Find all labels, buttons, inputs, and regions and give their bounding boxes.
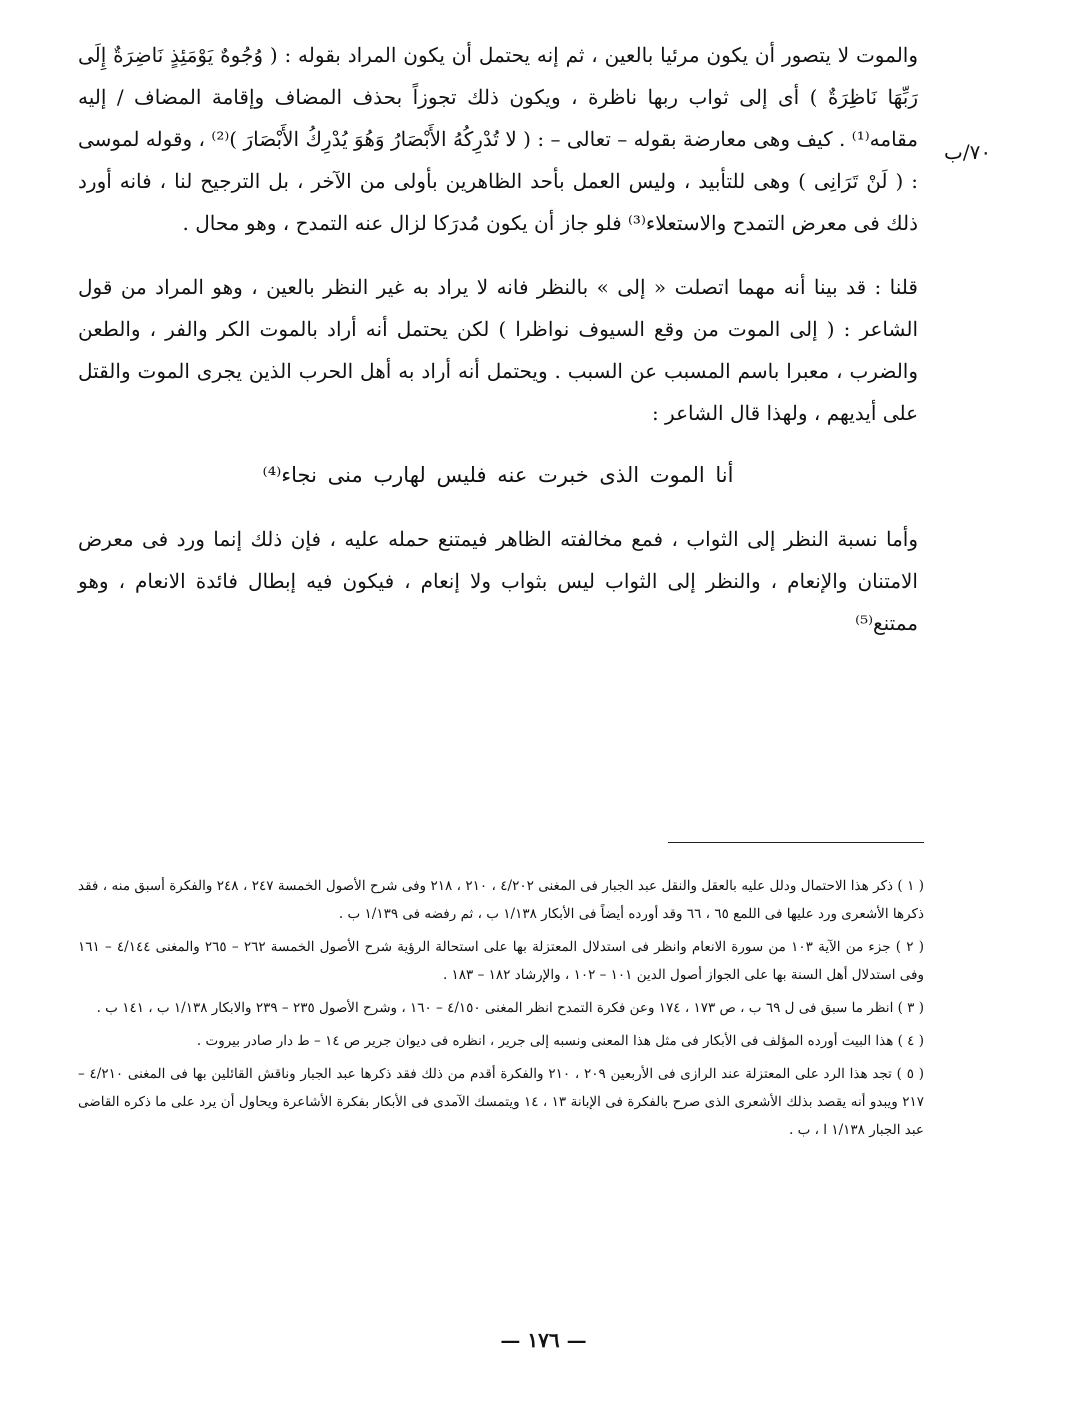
paragraph-2: قلنا : قد بينا أنه مهما اتصلت « إلى » بالنظر فانه لا يراد به غير النظر بالعين ، وهو المراد من قول الشاعر : ( إلى الموت من وقع السيوف نواظرا ) لكن يحتمل أنه أراد بالموت الكر والفر ، والطعن والضرب ، معبرا باسم المسبب عن السبب . ويحتمل أنه أراد به أهل الحرب الذين يجرى الموت والقتل على أيديهم ، ولهذا قال الشاعر : (78, 275, 918, 425)
main-text (78, 34, 918, 644)
footnote-5: ( ٥ ) تجد هذا الرد على المعتزلة عند الرازى فى الأربعين ٢٠٩ ، ٢١٠ والفكرة أقدم من ذلك فقد ذكرها عبد الجبار وناقش القائلين بها فى المغنى ٤/٢١٠ – ٢١٧ ويبدو أنه يقصد بذلك الأشعرى الذى صرح بالفكرة فى الإبانة ١٣ ، ١٤ ويتمسك الآمدى فى الأبكار بفكرة الأشاعرة ويحاول أن يرد على ما ذكره القاضى عبد الجبار ١/١٣٨ ا ، ب . (78, 1066, 924, 1138)
folio-margin-note: ٧٠/ب (944, 140, 992, 164)
footnotes (78, 872, 924, 1149)
footnote-4: ( ٤ ) هذا البيت أورده المؤلف فى الأبكار فى مثل هذا المعنى ونسبه إلى جرير ، انظره فى ديوان جرير ص ١٤ – ط دار صادر بيروت . (196, 1033, 924, 1049)
footnote-3: ( ٣ ) انظر ما سبق فى ل ٦٩ ب ، ص ١٧٣ ، ١٧٤ وعن فكرة التمدح انظر المغنى ٤/١٥٠ – ١٦٠ ، وشرح الأصول ٢٣٥ – ٢٣٩ والابكار ١/١٣٨ ب ، ١٤١ ب . (96, 1000, 924, 1016)
paragraph-3: وأما نسبة النظر إلى الثواب ، فمع مخالفته الظاهر فيمتنع حمله عليه ، فإن ذلك إنما ورد فى معرض الامتنان والإنعام ، والنظر إلى الثواب ليس بثواب ولا إنعام ، فيكون فيه إبطال فائدة الانعام ، وهو ممتنع⁽⁵⁾ (78, 527, 918, 635)
paragraph-1: والموت لا يتصور أن يكون مرئيا بالعين ، ثم إنه يحتمل أن يكون المراد بقوله : ( وُجُوهٌ يَوْمَئِذٍ نَاضِرَةٌ إِلَى رَبِّهَا نَاظِرَةٌ ) أى إلى ثواب ربها ناظرة ، ويكون ذلك تجوزاً بحذف المضاف وإقامة المضاف / إليه مقامه⁽¹⁾ . كيف وهى معارضة بقوله – تعالى – : ( لا تُدْرِكُهُ الأَبْصَارُ وَهُوَ يُدْرِكُ الأَبْصَارَ )⁽²⁾ ، وقوله لموسى : ( لَنْ تَرَانِى ) وهى للتأبيد ، وليس العمل بأحد الظاهرين بأولى من الآخر ، بل الترجيح لنا ، فانه أورد ذلك فى معرض التمدح والاستعلاء⁽³⁾ فلو جاز أن يكون مُدرَكا لزال عنه التمدح ، وهو محال . (78, 43, 918, 235)
verse-line: أنا الموت الذى خبرت عنه فليس لهارب منى نجاء⁽⁴⁾ (262, 463, 734, 487)
footnote-divider (668, 842, 924, 843)
footnote-2: ( ٢ ) جزء من الآية ١٠٣ من سورة الانعام وانظر فى استدلال المعتزلة بها على استحالة الرؤية شرح الأصول الخمسة ٢٦٢ – ٢٦٥ والمغنى ٤/١٤٤ – ١٦١ وفى استدلال أهل السنة بها على الجواز أصول الدين ١٠١ – ١٠٢ ، والإرشاد ١٨٢ – ١٨٣ . (78, 939, 924, 983)
footnote-1: ( ١ ) ذكر هذا الاحتمال ودلل عليه بالعقل والنقل عبد الجبار فى المغنى ٤/٢٠٢ ، ٢١٠ ، ٢١٨ وفى شرح الأصول الخمسة ٢٤٧ ، ٢٤٨ والفكرة أسبق منه ، فقد ذكرها الأشعرى ورد عليها فى اللمع ٦٥ ، ٦٦ وقد أورده أيضاً فى الأبكار ١/١٣٨ ب ، ثم رفضه فى ١/١٣٩ ب . (78, 878, 924, 922)
page-number: — ١٧٦ — (500, 1328, 587, 1352)
